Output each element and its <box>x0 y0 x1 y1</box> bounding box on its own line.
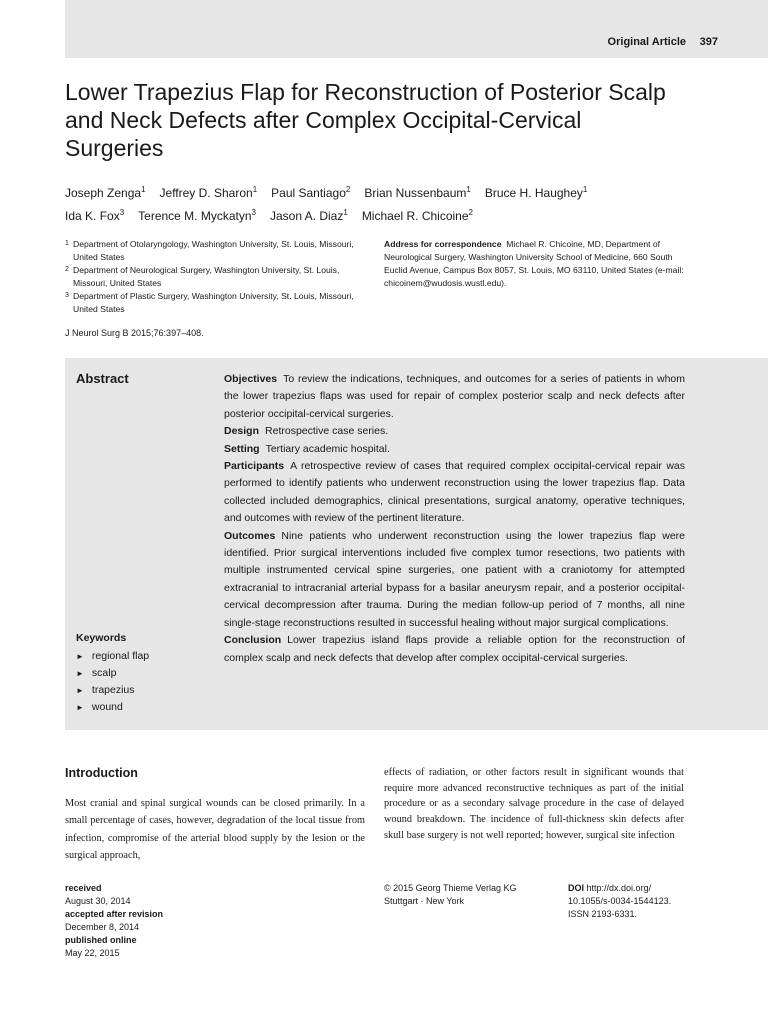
correspondence-label: Address for correspondence <box>384 239 502 249</box>
abstract-title: Abstract <box>76 371 129 386</box>
affiliations <box>65 238 365 316</box>
doi-info: DOI http://dx.doi.org/ 10.1055/s-0034-1544123. ISSN 2193-6331. <box>568 883 672 919</box>
author-list <box>65 180 705 226</box>
abstract-section: Participants A retrospective review of cases that required complex occipital-cervical repair was performed to identify patients who underwent reconstruction using the lower trapezius flap. Data collected included demographics, clinical presentations, surgical anatomy, operative techniques, and outcomes with review of the pertinent literature. <box>224 460 685 525</box>
abstract-section: Objectives To review the indications, techniques, and outcomes for a series of patients in whom the lower trapezius flaps was used for repair of complex posterior scalp and neck defects after posterior occipital-cervical surgeries. <box>224 373 685 420</box>
author: Bruce H. Haughey$^1$ <box>484 185 588 200</box>
author: Jason A. Diaz$^1$ <box>269 208 348 223</box>
author: Jeffrey D. Sharon$^1$ <box>159 185 258 200</box>
abstract-section: Conclusion Lower trapezius island flaps provide a reliable option for the reconstruction of complex scalp and neck defects that develop after complex occipital-cervical surgeries. <box>224 634 685 664</box>
header-bar <box>65 0 768 58</box>
author: Michael R. Chicoine$^2$ <box>361 208 473 223</box>
keywords-title: Keywords <box>76 632 127 644</box>
abstract-section: Setting Tertiary academic hospital. <box>224 442 390 455</box>
author: Terence M. Myckatyn$^3$ <box>138 208 256 223</box>
keyword: ► trapezius <box>76 682 149 699</box>
article-title: Lower Trapezius Flap for Reconstruction of Posterior Scalp and Neck Defects after Complex Occipital-Cervical Surgeries <box>65 79 666 161</box>
keyword: ► wound <box>76 699 149 716</box>
copyright: © 2015 Georg Thieme Verlag KG Stuttgart · New York <box>384 883 517 906</box>
keyword: ► regional flap <box>76 648 149 665</box>
abstract-body <box>224 371 685 667</box>
body-text-column-2: effects of radiation, or other factors result in significant wounds that require more advanced reconstructive techniques as part of the initial procedure or as a secondary salvage procedure in the case of delayed wound breakdown. The incidence of full-thickness skin defects after skull base surgery is not well reported; however, surgical site infection <box>384 767 684 841</box>
correspondence <box>384 238 694 290</box>
author: Joseph Zenga$^1$ <box>65 185 146 200</box>
section-label: Original Article <box>607 36 686 48</box>
correspondence-text: Michael R. Chicoine, MD, Department of Neurological Surgery, Washington University School of Medicine, 660 South Euclid Avenue, Campus Box 8057, St. Louis, MO 63110, United States (e-mail: chicoinem@wudosis.wustl.edu). <box>384 239 684 288</box>
body-text-column-1: Most cranial and spinal surgical wounds can be closed primarily. In a small percentage of cases, however, degradation of the local tissue from infection, compromise of the arterial blood supply by the lesion or the surgical approach, <box>65 798 365 862</box>
page-number: 397 <box>699 36 718 48</box>
affiliation: 1 Department of Otolaryngology, Washington University, St. Louis, Missouri, United States <box>65 239 354 262</box>
doi-link[interactable]: http://dx.doi.org/ <box>586 883 652 893</box>
affiliation: 2 Department of Neurological Surgery, Washington University, St. Louis, Missouri, United States <box>65 265 340 288</box>
author-line <box>65 180 705 203</box>
section-heading: Introduction <box>65 766 138 780</box>
author: Paul Santiago$^2$ <box>271 185 351 200</box>
author-line <box>65 203 705 226</box>
article-dates: received August 30, 2014 accepted after revision December 8, 2014 published online May 22, 2015 <box>65 883 164 958</box>
affiliation: 3 Department of Plastic Surgery, Washington University, St. Louis, Missouri, United States <box>65 291 354 314</box>
author: Brian Nussenbaum$^1$ <box>364 185 471 200</box>
keyword: ► scalp <box>76 665 149 682</box>
abstract-section: Outcomes Nine patients who underwent reconstruction using the lower trapezius flap were identified. Prior surgical interventions included five complex tumor resections, two patients with multiple instrumented cervical spine surgeries, one patient with a craniotomy for attempted extracranial to intracranial arterial bypass for a basilar aneurysm repair, and a posterior occipital-cervical decompression after trauma. During the median follow-up period of 7 months, all nine single-stage reconstructions resulted in successful healing without major surgical complications. <box>224 529 685 629</box>
abstract-section: Design Retrospective case series. <box>224 425 389 438</box>
author: Ida K. Fox$^3$ <box>65 208 125 223</box>
journal-citation: J Neurol Surg B 2015;76:397–408. <box>65 328 204 338</box>
keywords-list <box>76 648 149 716</box>
abstract-box <box>65 358 768 730</box>
